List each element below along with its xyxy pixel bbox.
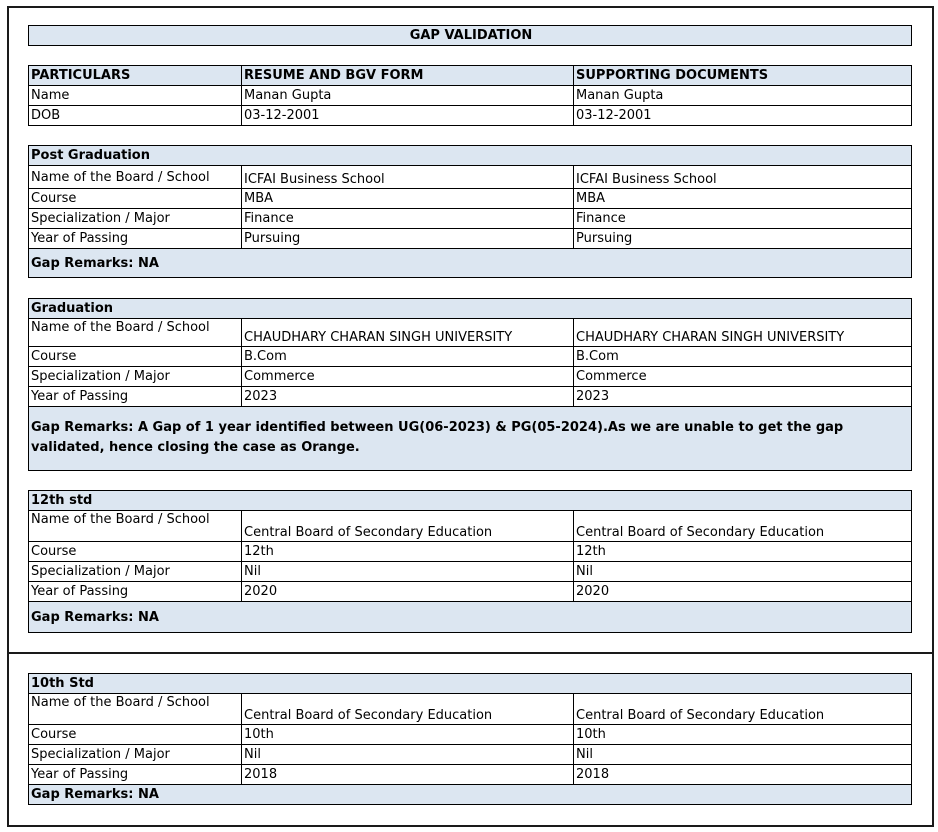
particulars-table [28,65,912,126]
row-label: Name of the Board / School [29,511,242,541]
row-resume-value: Nil [242,562,574,581]
section-post-graduation [28,145,912,278]
row-resume-value: 12th [242,542,574,561]
row-label: Course [29,347,242,366]
row-docs-value: Central Board of Secondary Education [576,708,825,723]
table-row [29,166,911,189]
row-label: Course [29,189,242,208]
section-heading: 10th Std [31,676,94,691]
table-row [29,694,911,725]
row-docs-value: 03-12-2001 [576,108,652,123]
row-resume-value: Manan Gupta [242,86,574,105]
table-row [29,542,911,562]
row-docs-value: B.Com [576,349,619,364]
row-resume-value: 2020 [242,582,574,601]
header-documents: SUPPORTING DOCUMENTS [576,68,769,83]
row-resume-value: Commerce [242,367,574,386]
gap-remarks: Gap Remarks: A Gap of 1 year identified between UG(06-2023) & PG(05-2024).As we are unable to get the gap validated, hence closing the case as Orange. [31,420,844,455]
row-label: Name of the Board / School [29,694,242,724]
row-docs-value: Finance [576,211,626,226]
row-resume-value: 10th [242,725,574,744]
row-docs-value: Commerce [576,369,647,384]
row-docs-value: 10th [576,727,606,742]
row-docs-value: 2023 [576,389,610,404]
row-label: Course [29,542,242,561]
row-resume-value: B.Com [242,347,574,366]
table-row [29,511,911,542]
page-title: GAP VALIDATION [409,28,533,43]
header-row [29,66,911,86]
row-docs-value: Central Board of Secondary Education [576,525,825,540]
row-resume-value: Central Board of Secondary Education [242,694,574,724]
section-heading: 12th std [31,493,93,508]
row-label: Specialization / Major [29,209,242,228]
row-docs-value: Nil [576,747,593,762]
row-resume-value: Finance [242,209,574,228]
table-row [29,367,911,387]
row-label: Year of Passing [29,765,242,784]
gap-remarks: Gap Remarks: NA [31,255,159,271]
row-docs-value: CHAUDHARY CHARAN SINGH UNIVERSITY [576,330,845,345]
table-row [29,725,911,745]
table-row [29,562,911,582]
header-resume: RESUME AND BGV FORM [242,66,574,85]
row-resume-value: ICFAI Business School [242,166,574,188]
row-resume-value: 2023 [242,387,574,406]
row-docs-value: MBA [576,191,606,206]
row-label: DOB [29,106,242,125]
gap-remarks: Gap Remarks: NA [31,609,159,625]
row-resume-value: CHAUDHARY CHARAN SINGH UNIVERSITY [242,319,574,346]
row-label: Year of Passing [29,229,242,248]
row-label: Name of the Board / School [29,166,242,188]
row-label: Specialization / Major [29,745,242,764]
table-row [29,106,911,126]
row-resume-value: Pursuing [242,229,574,248]
row-docs-value: 2020 [576,584,610,599]
row-docs-value: 12th [576,544,606,559]
section-12th-std [28,490,912,633]
row-resume-value: MBA [242,189,574,208]
table-row [29,319,911,347]
row-label: Year of Passing [29,387,242,406]
table-row [29,745,911,765]
row-resume-value: Central Board of Secondary Education [242,511,574,541]
row-label: Year of Passing [29,582,242,601]
row-label: Name [29,86,242,105]
row-docs-value: Pursuing [576,231,633,246]
gap-remarks: Gap Remarks: NA [31,787,159,802]
section-heading: Graduation [31,301,114,316]
table-row [29,229,911,249]
row-docs-value: 2018 [576,767,610,782]
table-row [29,209,911,229]
row-resume-value: 2018 [242,765,574,784]
section-graduation [28,298,912,471]
table-row [29,582,911,602]
title-box [28,25,912,46]
section-heading: Post Graduation [31,148,150,163]
row-docs-value: ICFAI Business School [576,172,717,187]
table-row [29,765,911,785]
row-label: Specialization / Major [29,562,242,581]
table-row [29,347,911,367]
table-row [29,189,911,209]
row-label: Name of the Board / School [29,319,242,346]
section-10th-std [28,673,912,805]
table-row [29,86,911,106]
row-docs-value: Nil [576,564,593,579]
table-row [29,387,911,407]
row-resume-value: Nil [242,745,574,764]
row-docs-value: Manan Gupta [576,88,664,103]
row-resume-value: 03-12-2001 [242,106,574,125]
header-particulars: PARTICULARS [29,66,242,85]
row-label: Specialization / Major [29,367,242,386]
row-label: Course [29,725,242,744]
